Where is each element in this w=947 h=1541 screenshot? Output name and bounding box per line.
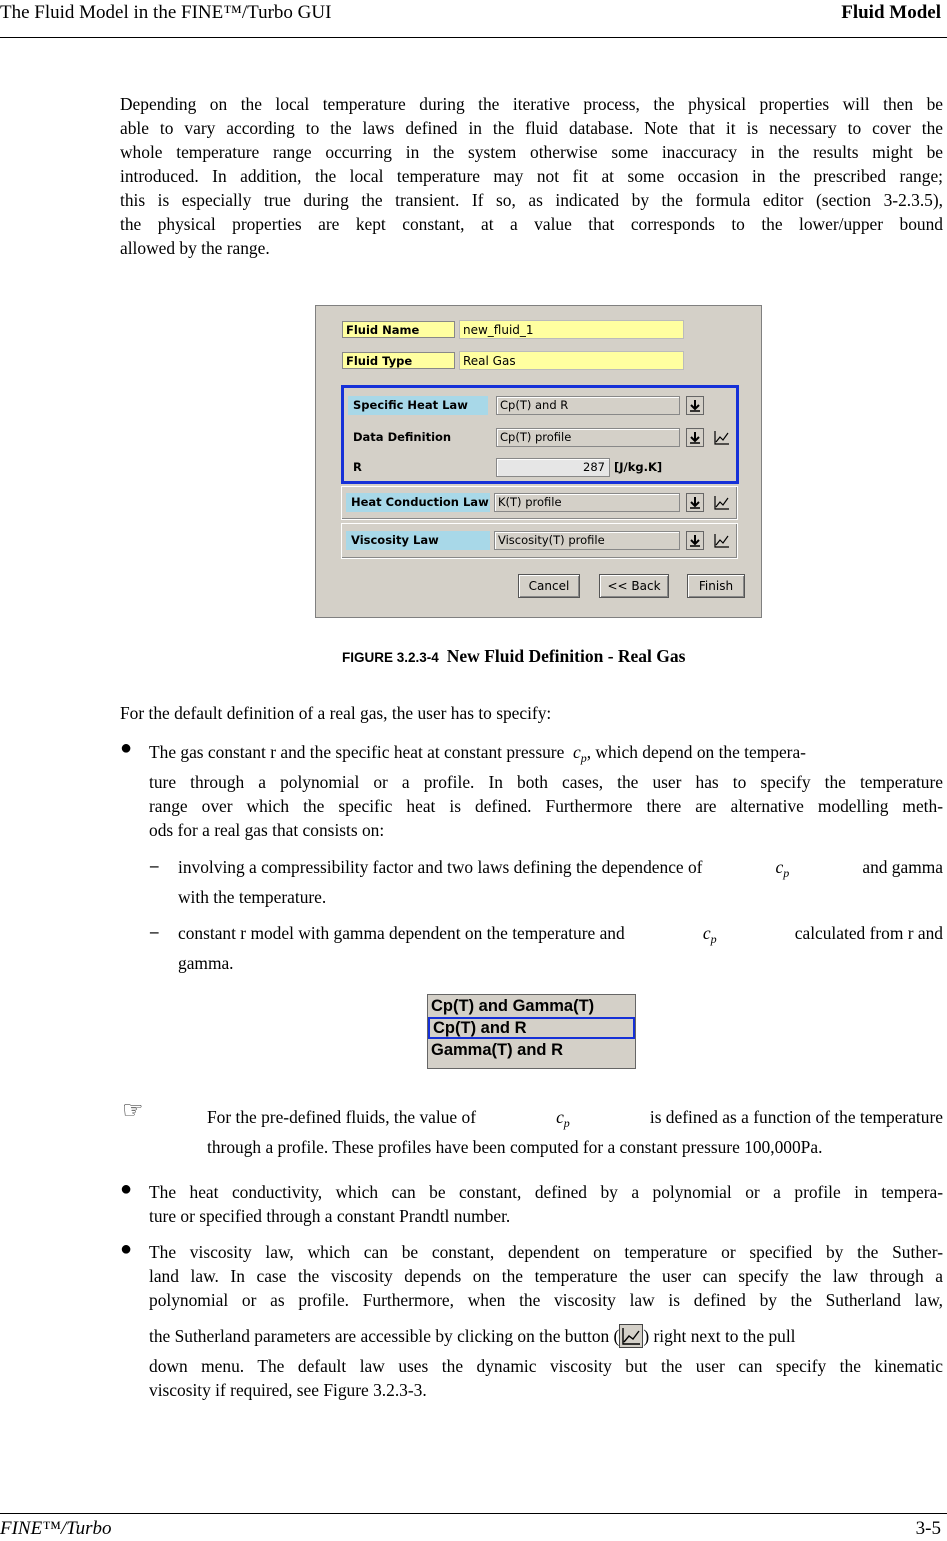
heat-conduction-group	[341, 486, 738, 520]
header-section: Fluid Model	[841, 2, 941, 23]
bullet2-line1: The heat conductivity, which can be constant, defined by a polynomial or a profile in tempera-	[149, 1182, 943, 1202]
intro-line: Depending on the local temperature during the iterative process, the physical properties will then be	[120, 94, 943, 114]
cp-c: c	[775, 857, 784, 877]
plot-icon	[712, 531, 731, 550]
option-cp-r[interactable]: Cp(T) and R	[428, 1017, 635, 1039]
arrow-down-icon	[687, 429, 703, 446]
cp-p: p	[580, 751, 587, 765]
fluid-definition-dialog	[315, 305, 762, 618]
dash1-text-post: and gamma	[862, 857, 943, 877]
data-definition-label: Data Definition	[348, 428, 488, 447]
cp-c: c	[573, 742, 581, 762]
dash1-line2: with the temperature.	[178, 887, 327, 907]
footer-product: FINE™/Turbo	[0, 1518, 112, 1539]
bullet3-line2: land law. In case the viscosity depends on the temperature the user can specify the law through a	[149, 1266, 943, 1286]
cancel-button[interactable]: Cancel	[518, 574, 580, 598]
fluid-name-input[interactable]: new_fluid_1	[459, 320, 684, 339]
bullet-marker: ●	[120, 1238, 133, 1260]
bullet-marker: ●	[120, 737, 133, 759]
sutherland-plot-button[interactable]	[619, 1324, 643, 1348]
dash2-line1	[178, 922, 943, 948]
bullet3-line6: viscosity if required, see Figure 3.2.3-3.	[149, 1380, 427, 1400]
specific-heat-group	[341, 385, 739, 484]
finish-button[interactable]: Finish	[687, 574, 745, 598]
note-line2: through a profile. These profiles have been computed for a constant pressure 100,000Pa.	[207, 1137, 823, 1157]
bullet1-line4: ods for a real gas that consists on:	[149, 820, 385, 840]
arrow-down-icon	[687, 397, 703, 414]
heat-conduction-law-label: Heat Conduction Law	[346, 493, 490, 512]
header-rule	[0, 37, 947, 38]
heat-conduction-dropdown-button[interactable]	[686, 493, 704, 512]
specific-heat-dropdown-button[interactable]	[686, 396, 704, 415]
dash2-text: constant r model with gamma dependent on the temperature and	[178, 923, 625, 943]
dash1-line1	[178, 856, 943, 882]
dash2-text-post: calculated from r and	[794, 923, 943, 943]
bullet3-line3: polynomial or as profile. Furthermore, when the viscosity law is defined by the Sutherland law,	[149, 1290, 943, 1310]
bullet3-line4	[149, 1325, 943, 1350]
bullet1-line3: range over which the specific heat is defined. Furthermore there are alternative modelling meth-	[149, 796, 943, 816]
option-cp-gamma[interactable]: Cp(T) and Gamma(T)	[431, 997, 595, 1015]
note-text: For the pre-defined fluids, the value of	[207, 1107, 476, 1127]
bullet3-line5: down menu. The default law uses the dynamic viscosity but the user can specify the kinematic	[149, 1356, 943, 1376]
dash2-line2: gamma.	[178, 953, 234, 973]
cp-symbol	[556, 1106, 570, 1132]
r-unit: [J/kg.K]	[614, 460, 663, 474]
header-title: The Fluid Model in the FINE™/Turbo GUI	[0, 2, 332, 23]
bullet1-text: The gas constant r and the specific heat at constant pressure	[149, 742, 565, 762]
page-number: 3-5	[915, 1518, 941, 1539]
arrow-down-icon	[687, 494, 703, 511]
cp-c: c	[702, 923, 711, 943]
cp-symbol	[573, 742, 587, 765]
pointing-hand-icon: ☞	[122, 1098, 144, 1124]
cp-p: p	[710, 932, 717, 946]
plot-icon	[712, 493, 731, 512]
specific-heat-law-select[interactable]: Cp(T) and R	[496, 396, 680, 415]
r-label: R	[348, 458, 488, 477]
intro-line: able to vary according to the laws defined in the fluid database. Note that it is necessary to cover the	[120, 118, 943, 138]
figure-title: New Fluid Definition - Real Gas	[446, 646, 686, 666]
viscosity-law-select[interactable]: Viscosity(T) profile	[494, 531, 680, 550]
intro-line: whole temperature range occurring in the system otherwise some inaccuracy in the results might be	[120, 142, 943, 162]
data-definition-plot-button[interactable]	[712, 428, 731, 447]
specific-heat-law-options	[427, 994, 636, 1069]
bullet3-text: the Sutherland parameters are accessible by clicking on the button (	[149, 1326, 620, 1346]
cp-symbol	[776, 856, 790, 882]
fluid-type-value: Real Gas	[459, 351, 684, 370]
data-definition-select[interactable]: Cp(T) profile	[496, 428, 680, 447]
r-input[interactable]: 287	[496, 458, 610, 477]
dash-marker: –	[150, 856, 159, 875]
bullet1-text-post: , which depend on the tempera-	[586, 742, 806, 762]
cp-c: c	[556, 1107, 564, 1127]
heat-conduction-law-select[interactable]: K(T) profile	[494, 493, 680, 512]
fluid-name-label: Fluid Name	[342, 321, 455, 338]
dash1-text: involving a compressibility factor and two laws defining the dependence of	[178, 857, 703, 877]
cp-symbol	[703, 922, 717, 948]
intro-line: allowed by the range.	[120, 238, 270, 258]
option-gamma-r[interactable]: Gamma(T) and R	[431, 1041, 564, 1059]
heat-conduction-plot-button[interactable]	[712, 493, 731, 512]
viscosity-dropdown-button[interactable]	[686, 531, 704, 550]
back-button[interactable]: << Back	[599, 574, 669, 598]
note-line1	[207, 1106, 943, 1132]
viscosity-law-label: Viscosity Law	[346, 531, 490, 550]
bullet3-line4-pre	[149, 1325, 796, 1350]
cp-p: p	[783, 866, 790, 880]
bullet1-line1	[149, 741, 806, 767]
cp-p: p	[563, 1116, 570, 1130]
dash-marker: –	[150, 922, 159, 941]
bullet1-line2: ture through a polynomial or a profile. In both cases, the user has to specify the temperature	[149, 772, 943, 792]
specific-heat-law-label: Specific Heat Law	[348, 396, 488, 415]
note-text-post: is defined as a function of the temperature	[649, 1107, 943, 1127]
bullet3-text-post: ) right next to the pull	[643, 1326, 796, 1346]
bullet-marker: ●	[120, 1178, 133, 1200]
intro-line: the physical properties are kept constant, at a value that corresponds to the lower/upper bound	[120, 214, 943, 234]
default-intro: For the default definition of a real gas, the user has to specify:	[120, 703, 552, 723]
plot-icon	[712, 428, 731, 447]
figure-caption	[342, 646, 685, 667]
intro-line: this is especially true during the transient. If so, as indicated by the formula editor (section 3-2.3.5),	[120, 190, 943, 210]
viscosity-plot-button[interactable]	[712, 531, 731, 550]
bullet3-line1: The viscosity law, which can be constant, dependent on temperature or specified by the Suther-	[149, 1242, 943, 1262]
plot-icon	[620, 1325, 642, 1347]
viscosity-group	[341, 523, 738, 559]
figure-number: FIGURE 3.2.3-4	[342, 650, 439, 665]
data-definition-dropdown-button[interactable]	[686, 428, 704, 447]
arrow-down-icon	[687, 532, 703, 549]
bullet2-line2: ture or specified through a constant Prandtl number.	[149, 1206, 511, 1226]
intro-line: introduced. In addition, the local temperature may not fit at some occasion in the prescribed range;	[120, 166, 943, 186]
fluid-type-label: Fluid Type	[342, 352, 455, 369]
footer-rule	[0, 1513, 947, 1514]
